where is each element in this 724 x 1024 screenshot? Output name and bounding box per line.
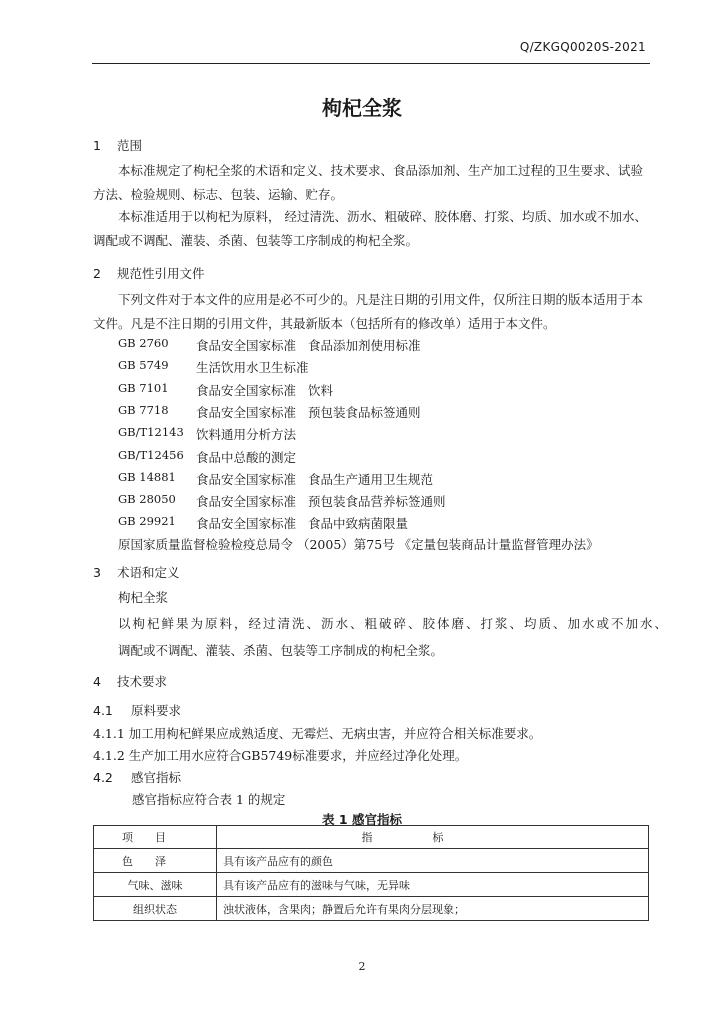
page-number: 2 bbox=[358, 960, 366, 973]
row-indicator: 具有该产品应有的颜色 bbox=[217, 849, 649, 873]
table-caption: 表 1 感官指标 bbox=[322, 812, 402, 827]
sensory-requirement-text: 感官指标应符合表 1 的规定 bbox=[132, 792, 286, 807]
page-title: 枸杞全浆 bbox=[322, 96, 402, 120]
reference-title bbox=[196, 403, 421, 421]
reference-title-part: 食品添加剂使用标准 bbox=[308, 338, 421, 353]
reference-title-part: 食品安全国家标准 bbox=[196, 472, 297, 487]
section-title: 范围 bbox=[116, 138, 142, 153]
section-3-heading bbox=[93, 563, 180, 581]
reference-title-part: 饮料 bbox=[308, 383, 334, 398]
reference-title-part: 生活饮用水卫生标准 bbox=[196, 360, 309, 375]
section-number: 3 bbox=[93, 565, 101, 580]
decree-reference: 原国家质量监督检验检疫总局令 （2005）第75号 《定量包装商品计量监督管理办法》 bbox=[118, 537, 599, 552]
reference-title-part: 食品安全国家标准 bbox=[196, 405, 297, 420]
row-item bbox=[94, 849, 217, 873]
reference-code: GB 7718 bbox=[118, 403, 169, 417]
scope-paragraph-2-cont: 调配或不调配、灌装、杀菌、包装等工序制成的枸杞全浆。 bbox=[93, 233, 419, 248]
subsection-4-2-heading bbox=[93, 768, 181, 786]
standard-code: Q/ZKGQ0020S-2021 bbox=[519, 40, 646, 54]
reference-code: GB 7101 bbox=[118, 381, 169, 395]
section-title: 技术要求 bbox=[116, 674, 167, 689]
reference-title bbox=[196, 514, 408, 532]
scope-paragraph-1 bbox=[93, 159, 653, 182]
reference-title-part: 食品中总酸的测定 bbox=[196, 450, 297, 465]
reference-code: GB 5749 bbox=[118, 358, 169, 372]
subsection-title: 原料要求 bbox=[130, 703, 181, 718]
sensory-table bbox=[93, 825, 649, 921]
header-indicator-label: 指标 bbox=[361, 831, 504, 844]
reference-code: GB/T12143 bbox=[118, 425, 184, 439]
section-title: 术语和定义 bbox=[116, 565, 180, 580]
reference-title bbox=[196, 470, 433, 488]
paragraph-line: 下列文件对于本文件的应用是必不可少的。凡是注日期的引用文件，仅所注日期的版本适用于本 bbox=[118, 292, 644, 307]
subsection-title: 感官指标 bbox=[130, 770, 181, 785]
section-4-heading bbox=[93, 672, 167, 690]
reference-title-part: 食品生产通用卫生规范 bbox=[308, 472, 434, 487]
section-title: 规范性引用文件 bbox=[116, 266, 205, 281]
header-divider bbox=[92, 63, 650, 64]
paragraph-line: 本标准适用于以枸杞为原料， 经过清洗、沥水、粗破碎、胶体磨、打浆、均质、加水或不加水、 bbox=[118, 209, 647, 224]
section-number: 1 bbox=[93, 138, 101, 153]
reference-code: GB/T12456 bbox=[118, 448, 184, 462]
scope-paragraph-1-cont: 方法、检验规则、标志、包装、运输、贮存。 bbox=[93, 187, 344, 202]
reference-title-part: 预包装食品标签通则 bbox=[308, 405, 421, 420]
reference-title bbox=[196, 358, 309, 376]
reference-title-part: 食品中致病菌限量 bbox=[308, 516, 409, 531]
term-definition: 以枸杞鲜果为原料，经过清洗、沥水、粗破碎、胶体磨、打浆、均质、加水或不加水、 bbox=[118, 616, 670, 631]
cell-text: 色泽 bbox=[122, 854, 188, 868]
term-definition-cont: 调配或不调配、灌装、杀菌、包装等工序制成的枸杞全浆。 bbox=[118, 643, 444, 658]
reference-title bbox=[196, 381, 333, 399]
references-intro bbox=[93, 288, 653, 311]
section-number: 4 bbox=[93, 674, 101, 689]
reference-code: GB 2760 bbox=[118, 336, 169, 350]
header-item bbox=[94, 826, 217, 849]
reference-title-part: 食品安全国家标准 bbox=[196, 516, 297, 531]
section-number: 2 bbox=[93, 266, 101, 281]
header-item-label: 项目 bbox=[122, 831, 188, 844]
reference-title bbox=[196, 336, 421, 354]
scope-paragraph-2 bbox=[93, 205, 653, 228]
table-row bbox=[94, 897, 649, 921]
reference-title-part: 食品安全国家标准 bbox=[196, 383, 297, 398]
table-row bbox=[94, 873, 649, 897]
subsection-number: 4.1 bbox=[93, 703, 113, 718]
clause-4-1-2: 4.1.2 生产加工用水应符合GB5749标准要求，并应经过净化处理。 bbox=[93, 748, 468, 763]
header-indicator bbox=[217, 826, 649, 849]
row-item: 组织状态 bbox=[94, 897, 217, 921]
term-heading: 枸杞全浆 bbox=[118, 590, 169, 605]
subsection-4-1-heading bbox=[93, 701, 181, 719]
subsection-number: 4.2 bbox=[93, 770, 113, 785]
references-intro-cont: 文件。凡是不注日期的引用文件，其最新版本（包括所有的修改单）适用于本文件。 bbox=[93, 316, 556, 331]
row-item: 气味、滋味 bbox=[94, 873, 217, 897]
reference-code: GB 29921 bbox=[118, 514, 176, 528]
row-indicator: 具有该产品应有的滋味与气味，无异味 bbox=[217, 873, 649, 897]
table-row bbox=[94, 849, 649, 873]
clause-4-1-1: 4.1.1 加工用枸杞鲜果应成熟适度、无霉烂、无病虫害，并应符合相关标准要求。 bbox=[93, 726, 542, 741]
reference-title-part: 预包装食品营养标签通则 bbox=[308, 494, 446, 509]
row-indicator: 浊状液体，含果肉；静置后允许有果肉分层现象； bbox=[217, 897, 649, 921]
paragraph-line: 本标准规定了枸杞全浆的术语和定义、技术要求、食品添加剂、生产加工过程的卫生要求、试验 bbox=[118, 163, 644, 178]
section-1-heading bbox=[93, 136, 142, 154]
reference-title-part: 食品安全国家标准 bbox=[196, 338, 297, 353]
reference-code: GB 28050 bbox=[118, 492, 176, 506]
reference-title-part: 饮料通用分析方法 bbox=[196, 427, 297, 442]
table-header-row bbox=[94, 826, 649, 849]
reference-title bbox=[196, 492, 446, 510]
reference-title bbox=[196, 425, 296, 443]
reference-title-part: 食品安全国家标准 bbox=[196, 494, 297, 509]
reference-code: GB 14881 bbox=[118, 470, 176, 484]
section-2-heading bbox=[93, 264, 205, 282]
reference-title bbox=[196, 448, 296, 466]
